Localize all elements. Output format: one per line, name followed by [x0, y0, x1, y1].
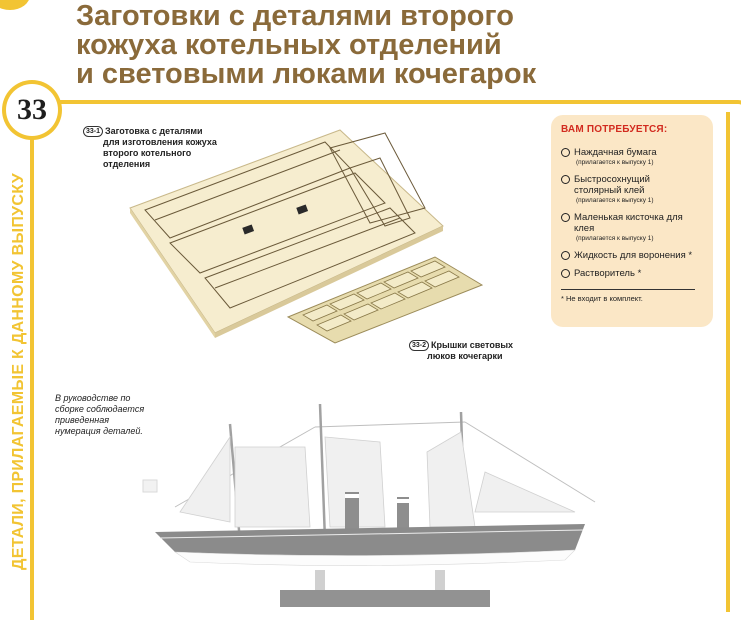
issue-number-inner	[6, 84, 58, 136]
requirement-name: Наждачная бумага	[574, 147, 657, 158]
part-label-line: для изготовления кожуха	[103, 137, 217, 147]
content-frame-edge	[722, 112, 730, 612]
ship-illustration	[135, 392, 605, 607]
part-label-line: Крышки световых	[431, 340, 514, 350]
requirement-note: (прилагается к выпуску 1)	[576, 159, 654, 166]
requirement-item	[561, 268, 703, 279]
part-label-line: люков кочегарки	[427, 351, 503, 361]
manual-note: В руководстве по сборке соблюдается приведенная нумерация деталей.	[55, 393, 145, 436]
checkbox-circle-icon	[561, 213, 570, 222]
requirement-item	[561, 212, 703, 243]
requirement-note: (прилагается к выпуску 1)	[576, 235, 654, 242]
part-33-1-label	[83, 126, 217, 170]
page-title	[76, 2, 536, 89]
requirement-name: Растворитель *	[574, 268, 642, 279]
issue-number: 33	[17, 93, 47, 126]
requirement-item	[561, 174, 703, 205]
title-line: и световыми люками кочегарок	[76, 58, 537, 90]
title-line: кожуха котельных отделений	[76, 29, 502, 61]
part-label-line: Заготовка с деталями	[105, 126, 203, 136]
requirement-item	[561, 147, 703, 167]
checkbox-circle-icon	[561, 251, 570, 260]
requirement-name: Жидкость для воронения *	[574, 250, 693, 261]
part-33-2-label	[409, 340, 513, 362]
title-line: Заготовки с деталями второго	[76, 0, 514, 32]
requirement-item	[561, 250, 703, 261]
requirement-name: Быстросохнущий столярный клей	[574, 174, 650, 196]
requirement-name: Маленькая кисточка для клея	[574, 212, 683, 234]
side-label-text: ДЕТАЛИ, ПРИЛАГАЕМЫЕ К ДАННОМУ ВЫПУСКУ	[10, 173, 27, 570]
content-frame-corner	[720, 100, 741, 112]
requirements-title: ВАМ ПОТРЕБУЕТСЯ:	[561, 124, 668, 135]
part-tag: 33-2	[409, 340, 429, 351]
requirements-box	[551, 115, 713, 327]
requirements-footnote: * Не входит в комплект.	[561, 294, 643, 303]
part-33-2-image	[285, 255, 485, 345]
issue-number-badge	[2, 80, 62, 140]
requirement-note: (прилагается к выпуску 1)	[576, 197, 654, 204]
part-label-line: второго котельного	[103, 148, 192, 158]
checkbox-circle-icon	[561, 175, 570, 184]
corner-decoration	[0, 0, 30, 10]
part-tag: 33-1	[83, 126, 103, 137]
divider	[561, 289, 695, 290]
checkbox-circle-icon	[561, 269, 570, 278]
part-label-line: отделения	[103, 159, 151, 169]
checkbox-circle-icon	[561, 148, 570, 157]
